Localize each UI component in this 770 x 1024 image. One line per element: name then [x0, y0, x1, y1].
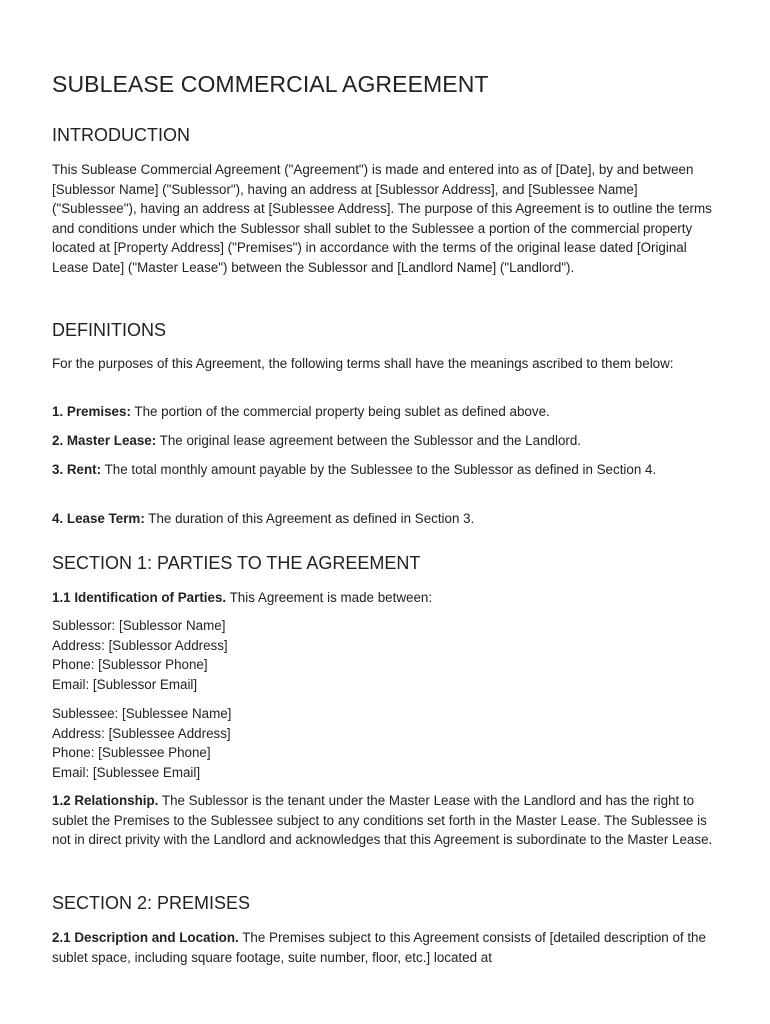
clause-text: This Agreement is made between:	[226, 590, 433, 605]
clause-text: The Premises subject to this Agreement consists of [detailed description of the sublet space, including square footage, suite number, floor, etc.] located at	[52, 930, 706, 965]
sublessor-phone: Phone: [Sublessor Phone]	[52, 657, 208, 673]
definitions-heading: DEFINITIONS	[52, 320, 167, 340]
sublessor-name: Sublessor: [Sublessor Name]	[52, 618, 226, 633]
definition-term: 4. Lease Term:	[52, 511, 145, 526]
section-2-heading: SECTION 2: PREMISES	[52, 893, 251, 913]
introduction-paragraph: This Sublease Commercial Agreement ("Agreement") is made and entered into as of [Date], by and between [Sublessor Name] ("Sublessor"), having an address at [Sublessor Address], and [Sublessee Name] ("Sublessee"), having an address at [Sublessee Address]. The purpose of this Agreement is to outline the terms and conditions under which the Sublessor shall sublet to the Sublessee a portion of the commercial property located at [Property Address] ("Premises") in accordance with the terms of the original lease dated [Original Lease Date] ("Master Lease") between the Sublessor and [Landlord Name] ("Landlord").	[52, 162, 712, 275]
definition-text: The original lease agreement between the Sublessor and the Landlord.	[156, 433, 582, 448]
definitions-lead: For the purposes of this Agreement, the following terms shall have the meanings ascribed to them below:	[52, 356, 674, 371]
definition-term: 3. Rent:	[52, 462, 102, 477]
sublessee-phone: Phone: [Sublessee Phone]	[52, 745, 211, 761]
definition-text: The total monthly amount payable by the Sublessee to the Sublessor as defined in Section 4.	[101, 462, 657, 477]
introduction-heading: INTRODUCTION	[52, 125, 190, 145]
document-title: SUBLEASE COMMERCIAL AGREEMENT	[52, 71, 489, 97]
section-1-2-paragraph	[52, 791, 722, 850]
definition-item-premises	[52, 402, 722, 422]
clause-term: 1.2 Relationship.	[52, 793, 159, 808]
clause-term: 2.1 Description and Location.	[52, 930, 239, 945]
section-1-heading: SECTION 1: PARTIES TO THE AGREEMENT	[52, 553, 421, 573]
definition-term: 2. Master Lease:	[52, 433, 157, 448]
clause-term: 1.1 Identification of Parties.	[52, 590, 227, 605]
definition-item-master-lease	[52, 431, 722, 451]
sublessee-block	[52, 704, 722, 782]
sublessor-address: Address: [Sublessor Address]	[52, 637, 228, 653]
definition-term: 1. Premises:	[52, 404, 131, 419]
section-2-1-paragraph	[52, 928, 722, 967]
section-1-1-paragraph	[52, 588, 722, 608]
sublessee-email: Email: [Sublessee Email]	[52, 764, 201, 780]
definition-item-rent	[52, 460, 722, 480]
definition-text: The duration of this Agreement as defined in Section 3.	[144, 511, 475, 526]
definition-item-lease-term	[52, 509, 722, 529]
sublessee-name: Sublessee: [Sublessee Name]	[52, 706, 232, 721]
sublessor-block	[52, 616, 722, 694]
clause-text: The Sublessor is the tenant under the Master Lease with the Landlord and has the right to sublet the Premises to the Sublessee subject to any conditions set forth in the Master Lease. The Sublessee is not in direct privity with the Landlord and acknowledges that this Agreement is subordinate to the Master Lease.	[52, 793, 713, 848]
definition-text: The portion of the commercial property being sublet as defined above.	[130, 404, 550, 419]
sublessor-email: Email: [Sublessor Email]	[52, 676, 198, 692]
sublessee-address: Address: [Sublessee Address]	[52, 725, 231, 741]
